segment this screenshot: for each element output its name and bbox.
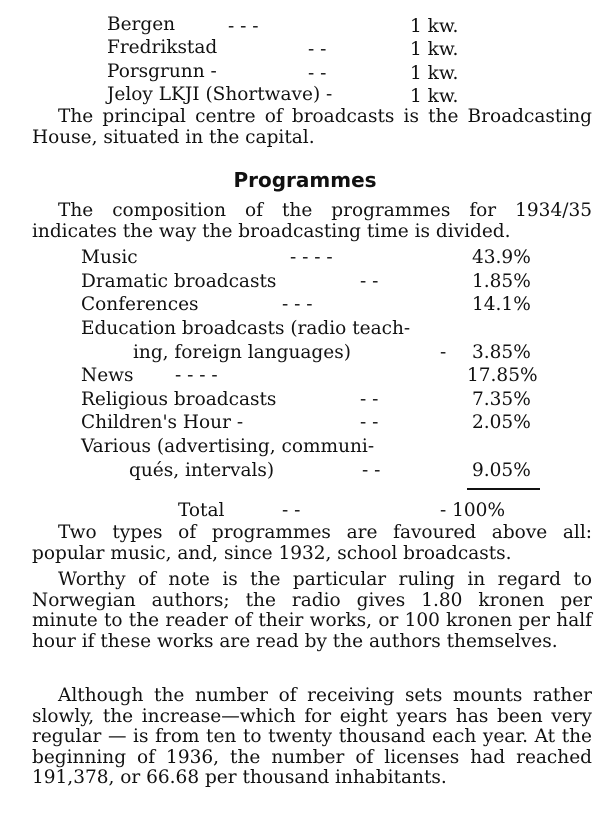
- programme-label-continued: ing, foreign languages): [133, 342, 351, 363]
- programme-leader: - -: [360, 389, 379, 410]
- station-leader: - -: [308, 39, 327, 60]
- body-paragraph: Although the number of receiving sets mounts rather slowly, the increase—which for eight years has been very regular — is from ten to twenty thousand each year. At the beginning of 1936, the number of licenses had reached 191,378, or 66.68 per thousand inhabitants.: [32, 685, 592, 789]
- station-power: 1 kw.: [410, 63, 459, 84]
- programme-label-continued: qués, intervals): [129, 460, 275, 481]
- programme-leader: - - - -: [175, 365, 218, 386]
- station-power: 1 kw.: [410, 39, 459, 60]
- programme-label: Conferences: [81, 294, 199, 315]
- station-name: Bergen: [107, 14, 176, 35]
- programme-label: Music: [81, 247, 138, 268]
- programme-label: Dramatic broadcasts: [81, 271, 277, 292]
- station-power: 1 kw.: [410, 16, 459, 37]
- total-rule: [467, 488, 540, 490]
- station-leader: - -: [308, 63, 327, 84]
- programme-label: News: [81, 365, 134, 386]
- body-paragraph: Worthy of note is the particular ruling in regard to Norwegian authors; the radio gives 1.80 kronen per minute to the reader of their works, or 100 kronen per half hour if these works are read by the authors themselves.: [32, 569, 592, 652]
- programme-label: Religious broadcasts: [81, 389, 277, 410]
- programme-value: 43.9%: [472, 247, 531, 268]
- station-name: Jeloy LKJI (Shortwave) -: [107, 84, 333, 105]
- station-row: [107, 86, 332, 105]
- programme-value: 1.85%: [472, 271, 531, 292]
- station-row: [107, 39, 217, 58]
- programme-leader: - - - -: [290, 247, 333, 268]
- programme-leader: - - -: [282, 294, 313, 315]
- programme-value: 14.1%: [472, 294, 531, 315]
- composition-paragraph: The composition of the programmes for 1934/35 indicates the way the broadcasting time is divided.: [32, 200, 592, 242]
- station-leader: - - -: [228, 16, 259, 37]
- programme-value: 3.85%: [472, 342, 531, 363]
- total-leader: - -: [282, 500, 301, 521]
- section-heading: Programmes: [233, 168, 377, 192]
- programme-leader: - -: [360, 271, 379, 292]
- programme-label: Children's Hour -: [81, 412, 244, 433]
- programme-value: 17.85%: [467, 365, 538, 386]
- body-paragraph: Two types of programmes are favoured above all: popular music, and, since 1932, school broadcasts.: [32, 522, 592, 564]
- station-power: 1 kw.: [410, 86, 459, 107]
- programme-leader: - -: [360, 412, 379, 433]
- station-row: [107, 16, 175, 35]
- station-name: Porsgrunn -: [107, 61, 217, 82]
- programme-value: 2.05%: [472, 412, 531, 433]
- programme-leader: - -: [362, 460, 381, 481]
- total-label: Total: [178, 500, 225, 521]
- programme-value: 9.05%: [472, 460, 531, 481]
- programme-label: Education broadcasts (radio teach-: [81, 318, 411, 339]
- total-value: - 100%: [440, 500, 506, 521]
- programme-leader: -: [440, 342, 447, 363]
- programme-value: 7.35%: [472, 389, 531, 410]
- intro-paragraph: The principal centre of broadcasts is the Broadcasting House, situated in the capital.: [32, 106, 592, 148]
- programme-label: Various (advertising, communi-: [81, 436, 375, 457]
- station-row: [107, 63, 217, 82]
- station-name: Fredrikstad: [107, 37, 218, 58]
